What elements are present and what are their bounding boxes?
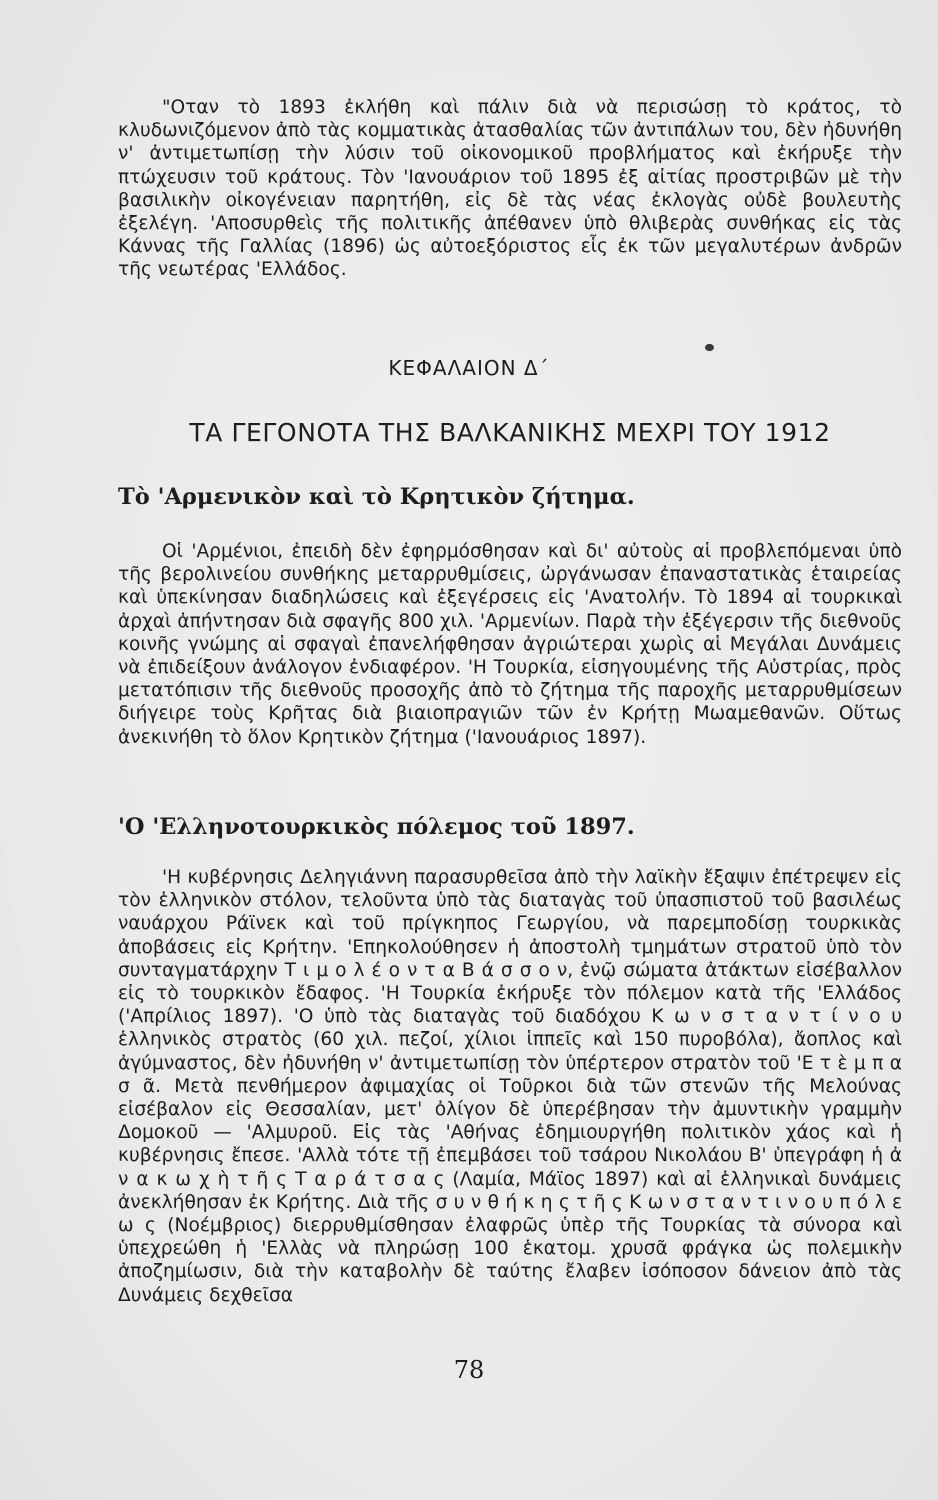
opening-paragraph: "Οταν τὸ 1893 ἐκλήθη καὶ πάλιν διὰ νὰ περισώσῃ τὸ κράτος, τὸ κλυδωνιζόμενον ἀπὸ τὰς κομματικὰς ἀτασθαλίας τῶν ἀντιπάλων του, δὲν ἠδυνήθη ν' ἀντιμετωπίσῃ τὴν λύσιν τοῦ οἰκονομικοῦ προβλήματος καὶ ἐκήρυξε τὴν πτώχευσιν τοῦ κράτους. Τὸν 'Ιανουάριον τοῦ 1895 ἐξ αἰτίας προστριβῶν μὲ τὴν βασιλικὴν οἰκογένειαν παρητήθη, εἰς δὲ τὰς νέας ἐκλογὰς οὐδὲ βουλευτὴς ἐξελέγη. 'Αποσυρθεὶς τῆς πολιτικῆς ἀπέθανεν ὑπὸ θλιβερὰς συνθήκας εἰς τὰς Κάννας τῆς Γαλλίας (1896) ὡς αὐτοεξόριστος εἷς ἐκ τῶν μεγαλυτέρων ἀνδρῶν τῆς νεωτέρας 'Ελλάδος. [118,97,902,281]
section-2-paragraph: 'Η κυβέρνησις Δεληγιάννη παρασυρθεῖσα ἀπὸ τὴν λαϊκὴν ἔξαψιν ἐπέτρεψεν εἰς τὸν ἑλληνικὸν στόλον, τελοῦντα ὑπὸ τὰς διαταγὰς τοῦ ὑπασπιστοῦ τοῦ βασιλέως ναυάρχου Ράϊνεκ καὶ τοῦ πρίγκηπος Γεωργίου, νὰ παρεμποδίσῃ τουρκικὰς ἀποβάσεις εἰς Κρήτην. 'Επηκολούθησεν ἡ ἀποστολὴ τμημάτων στρατοῦ ὑπὸ τὸν συνταγματάρχην Τ ι μ ο λ έ ο ν τ α Β ά σ σ ο ν, ἐνῷ σώματα ἀτάκτων εἰσέβαλλον εἰς τὸ τουρκικὸν ἔδαφος. 'Η Τουρκία ἐκήρυξε τὸν πόλεμον κατὰ τῆς 'Ελλάδος ('Απρίλιος 1897). 'Ο ὑπὸ τὰς διαταγὰς τοῦ διαδόχου Κ ω ν σ τ α ν τ ί ν ο υ ἑλληνικὸς στρατὸς (60 χιλ. πεζοί, χίλιοι ἱππεῖς καὶ 150 πυροβόλα), ἄοπλος καὶ ἀγύμναστος, δὲν ἠδυνήθη ν' ἀντιμετωπίσῃ τὸν ὑπέρτερον στρατὸν τοῦ 'Ε τ ὲ μ π α σ ᾶ. Μετὰ πενθήμερον ἀφιμαχίας οἱ Τοῦρκοι διὰ τῶν στενῶν τῆς Μελούνας εἰσέβαλον εἰς Θεσσαλίαν, μετ' ὀλίγον δὲ ὑπερέβησαν τὴν ἀμυντικὴν γραμμὴν Δομοκοῦ — 'Αλμυροῦ. Εἰς τὰς 'Αθήνας ἐδημιουργήθη πολιτικὸν χάος καὶ ἡ κυβέρνησις ἔπεσε. 'Αλλὰ τότε τῇ ἐπεμβάσει τοῦ τσάρου Νικολάου Β' ὑπεγράφη ἡ ἀ ν α κ ω χ ὴ τ ῆ ς Τ α ρ ά τ σ α ς (Λαμία, Μάϊος 1897) καὶ αἱ ἑλληνικαὶ δυνάμεις ἀνεκλήθησαν ἐκ Κρήτης. Διὰ τῆς σ υ ν θ ή κ η ς τ ῆ ς Κ ω ν σ τ α ν τ ι ν ο υ π ό λ ε ω ς (Νοέμβριος) διερρυθμίσθησαν ἐλαφρῶς ὑπὲρ τῆς Τουρκίας τὰ σύνορα καὶ ὑπεχρεώθη ἡ 'Ελλὰς νὰ πληρώσῃ 100 ἑκατομ. χρυσᾶ φράγκα ὡς πολεμικὴν ἀποζημίωσιν, διὰ τὴν καταβολὴν δὲ ταύτης ἔλαβεν ἰσόποσον δάνειον ἀπὸ τὰς Δυνάμεις δεχθεῖσα [118,867,902,1306]
opening-paragraph-block [118,96,902,282]
section-2-block [118,866,902,1307]
section-heading-armenian-cretan: Τὸ 'Αρμενικὸν καὶ τὸ Κρητικὸν ζήτημα. [118,484,635,510]
section-heading-greco-turkish-war: 'Ο 'Ελληνοτουρκικὸς πόλεμος τοῦ 1897. [118,814,635,840]
ink-speck-mark [704,343,716,352]
section-1-paragraph: Οἱ 'Αρμένιοι, ἐπειδὴ δὲν ἐφηρμόσθησαν καὶ δι' αὐτοὺς αἱ προβλεπόμεναι ὑπὸ τῆς βερολινείου συνθήκης μεταρρυθμίσεις, ὠργάνωσαν ἐπαναστατικὰς ἑταιρείας καὶ ὑπεκίνησαν διαδηλώσεις καὶ ἐξεγέρσεις εἰς 'Ανατολήν. Τὸ 1894 αἱ τουρκικαὶ ἀρχαὶ ἀπήντησαν διὰ σφαγῆς 800 χιλ. 'Αρμενίων. Παρὰ τὴν ἐξέγερσιν τῆς διεθνοῦς κοινῆς γνώμης αἱ σφαγαὶ ἐπανελήφθησαν ἀγριώτεραι χωρὶς αἱ Μεγάλαι Δυνάμεις νὰ ἐπιδείξουν ἀνάλογον ἐνδιαφέρον. 'Η Τουρκία, εἰσηγουμένης τῆς Αὐστρίας, πρὸς μετατόπισιν τῆς διεθνοῦς προσοχῆς ἀπὸ τὸ ζήτημα τῆς παροχῆς μεταρρυθμίσεων διήγειρε τοὺς Κρῆτας διὰ βιαιοπραγιῶν τῶν ἐν Κρήτῃ Μωαμεθανῶν. Οὕτως ἀνεκινήθη τὸ ὅλον Κρητικὸν ζήτημα ('Ιανουάριος 1897). [118,541,902,748]
section-1-block [118,540,902,749]
chapter-title: ΤΑ ΓΕΓΟΝΟΤΑ ΤΗΣ ΒΑΛΚΑΝΙΚΗΣ ΜΕΧΡΙ ΤΟΥ 1912 [189,418,831,447]
page-number: 78 [453,1356,485,1384]
chapter-label: ΚΕΦΑΛΑΙΟΝ Δ΄ [388,356,550,380]
